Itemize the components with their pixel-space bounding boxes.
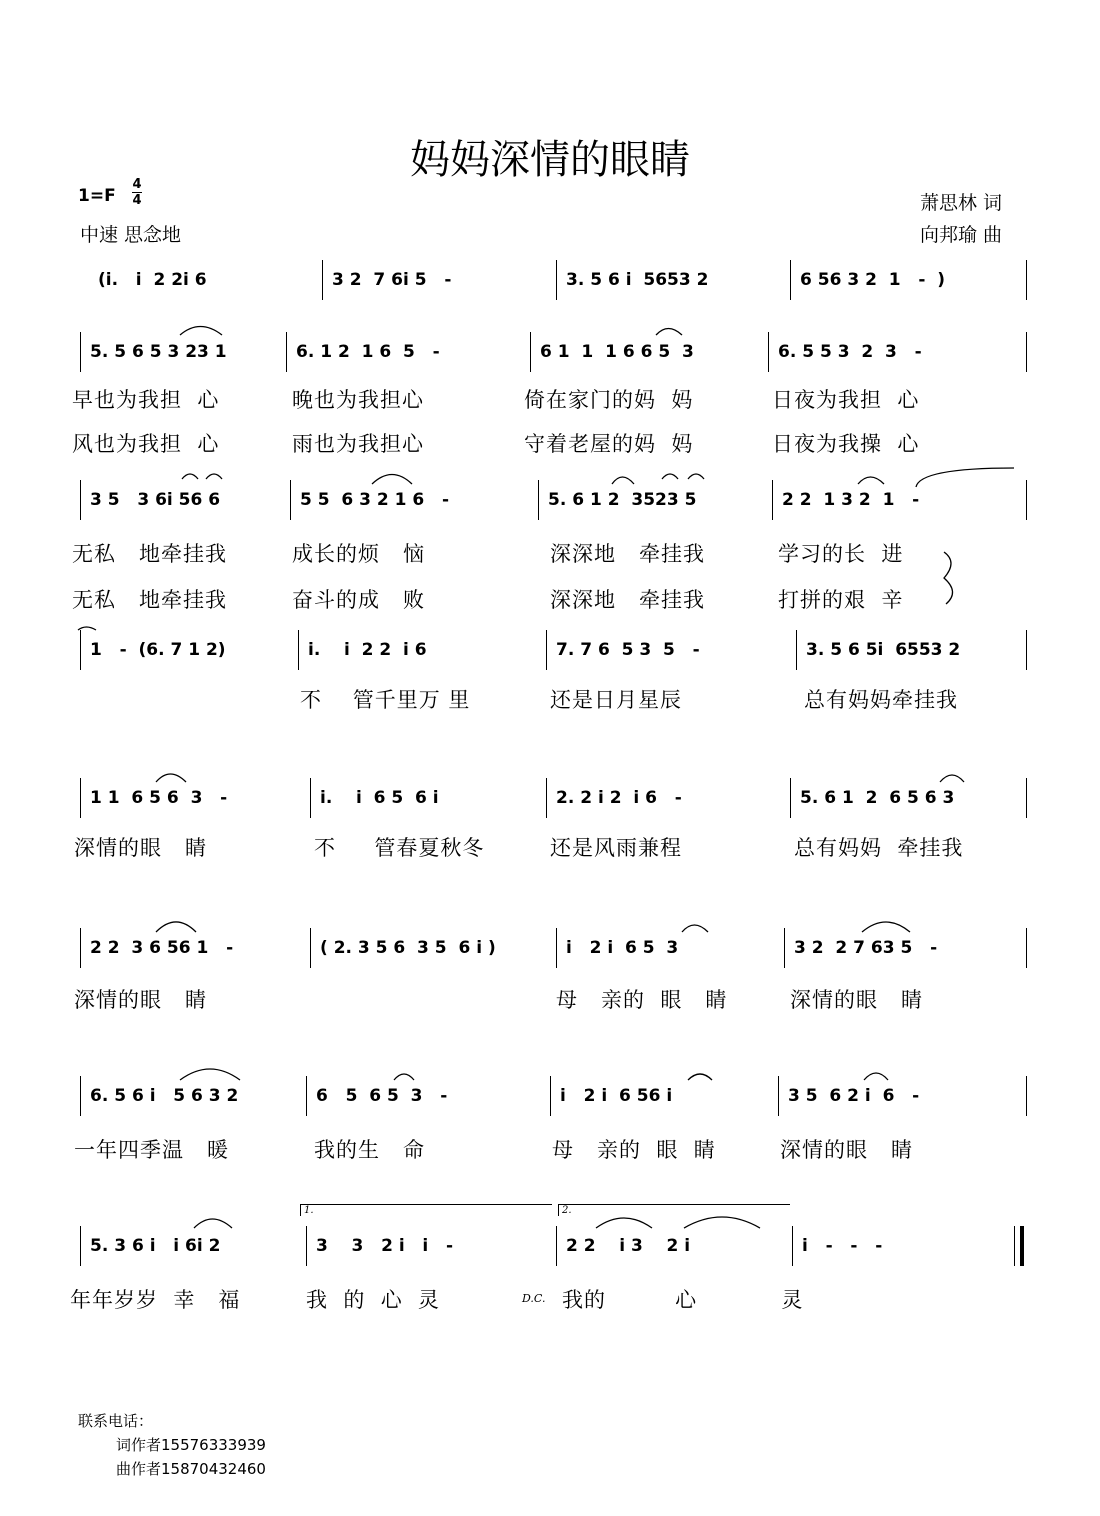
- lyric-segment: 母 亲的 眼 睛: [556, 988, 728, 1012]
- measure-notes: i 2 i 6 56 i: [560, 1086, 673, 1106]
- lyric-segment: 学习的长 进: [778, 542, 904, 566]
- measure-notes: 2 2 3 6 56 1 -: [90, 938, 234, 958]
- composer-phone: 曲作者15870432460: [116, 1460, 266, 1478]
- slur-mark: [656, 329, 682, 336]
- slur-mark: [688, 1074, 712, 1080]
- slur-mark: [194, 1219, 232, 1228]
- slur-mark: [864, 1073, 888, 1080]
- slur-mark: [394, 1074, 414, 1080]
- slur-mark: [688, 474, 704, 479]
- slur-mark: [180, 327, 222, 336]
- lyric-segment: 深情的眼 睛: [74, 836, 208, 860]
- lyric-segment: 深情的眼 睛: [74, 988, 208, 1012]
- measure-notes: 5. 6 1 2 6 5 6 3: [800, 788, 955, 808]
- lyric-segment: 年年岁岁 幸 福: [70, 1288, 241, 1312]
- measure-notes: 3 5 6 2 i 6 -: [788, 1086, 920, 1106]
- lyric-segment: 日夜为我担 心: [772, 388, 920, 412]
- tie-mark: [684, 1217, 760, 1228]
- tie-mark: [916, 468, 1014, 487]
- measure-notes: 6. 1 2 1 6 5 -: [296, 342, 440, 362]
- lyricist-phone: 词作者15576333939: [116, 1436, 266, 1454]
- measure-notes: 1 - (6. 7 1 2): [90, 640, 226, 660]
- lyric-segment: 深情的眼 睛: [790, 988, 924, 1012]
- slur-mark: [156, 774, 186, 782]
- composer-credit: 向邦瑜 曲: [920, 224, 1003, 246]
- measure-notes: (i. i 2 2i 6: [98, 270, 207, 290]
- lyric-segment: 还是日月星辰: [550, 688, 682, 712]
- contact-label: 联系电话：: [78, 1412, 154, 1430]
- measure-notes: 2 2 i 3 2 i: [566, 1236, 691, 1256]
- lyricist-credit: 萧思林 词: [920, 192, 1003, 214]
- measure-notes: 3. 5 6 5i 6553 2: [806, 640, 961, 660]
- lyric-segment: 不 管千里万 里: [300, 688, 471, 712]
- measure-notes: 6 56 3 2 1 - ): [800, 270, 945, 290]
- lyric-segment: 无私 地牵挂我: [72, 588, 228, 612]
- lyric-segment: 奋斗的成 败: [292, 588, 426, 612]
- measure-notes: 3 2 2 7 63 5 -: [794, 938, 938, 958]
- lyric-segment: 母 亲的 眼 睛: [552, 1138, 716, 1162]
- tie-mark: [596, 1218, 652, 1228]
- lyric-segment: 总有妈妈牵挂我: [804, 688, 958, 712]
- volta-number-2: 2.: [562, 1205, 572, 1216]
- lyric-segment: 我的 心 灵: [562, 1288, 804, 1312]
- slur-mark: [940, 775, 964, 782]
- brace-mark: [944, 552, 953, 604]
- measure-notes: 3. 5 6 i 5653 2: [566, 270, 709, 290]
- measure-notes: 2. 2 i 2 i 6 -: [556, 788, 682, 808]
- lyric-segment: 风也为我担 心: [72, 432, 220, 456]
- lyric-segment: 我的生 命: [314, 1138, 426, 1162]
- slur-mark: [682, 925, 708, 932]
- lyric-segment: 晚也为我担心: [292, 388, 424, 412]
- page-title: 妈妈深情的眼睛: [410, 137, 690, 183]
- measure-notes: 5. 6 1 2 3523 5: [548, 490, 697, 510]
- time-sig-top: 4: [132, 177, 142, 192]
- slur-mark: [372, 475, 412, 485]
- time-sig-bottom: 4: [132, 193, 142, 208]
- slur-mark: [206, 474, 222, 479]
- lyric-segment: 成长的烦 恼: [292, 542, 426, 566]
- measure-notes: 1 1 6 5 6 3 -: [90, 788, 228, 808]
- lyric-segment: 一年四季温 暖: [74, 1138, 230, 1162]
- lyric-segment: 深情的眼 睛: [780, 1138, 914, 1162]
- measure-notes: i. i 6 5 6 i: [320, 788, 439, 808]
- da-capo-mark: D.C.: [522, 1292, 546, 1305]
- lyric-segment: 早也为我担 心: [72, 388, 220, 412]
- measure-notes: 3 2 7 6i 5 -: [332, 270, 452, 290]
- slur-mark: [180, 1069, 240, 1080]
- lyric-segment: 深深地 牵挂我: [550, 588, 706, 612]
- measure-notes: i. i 2 2 i 6: [308, 640, 427, 660]
- measure-notes: 7. 7 6 5 3 5 -: [556, 640, 700, 660]
- lyric-segment: 守着老屋的妈 妈: [524, 432, 694, 456]
- measure-notes: 6. 5 6 i 5 6 3 2: [90, 1086, 239, 1106]
- slur-mark: [862, 922, 910, 932]
- lyric-segment: 深深地 牵挂我: [550, 542, 706, 566]
- measure-notes: 2 2 1 3 2 1 -: [782, 490, 920, 510]
- measure-notes: i - - -: [802, 1236, 883, 1256]
- measure-notes: 5. 5 6 5 3 23 1: [90, 342, 227, 362]
- key-label: 1=F: [78, 186, 116, 206]
- slur-mark: [858, 477, 884, 484]
- measure-notes: 3 3 2 i i -: [316, 1236, 454, 1256]
- measure-notes: i 2 i 6 5 3: [566, 938, 679, 958]
- lyric-segment: 日夜为我操 心: [772, 432, 920, 456]
- lyric-segment: 倚在家门的妈 妈: [524, 388, 694, 412]
- lyric-segment: 打拼的艰 辛: [778, 588, 904, 612]
- slur-mark: [156, 922, 196, 932]
- lyric-segment: 不 管春夏秋冬: [314, 836, 485, 860]
- measure-notes: 6. 5 5 3 2 3 -: [778, 342, 922, 362]
- measure-notes: 5 5 6 3 2 1 6 -: [300, 490, 450, 510]
- slur-mark: [182, 474, 198, 479]
- volta-number-1: 1.: [304, 1205, 314, 1216]
- slur-mark: [662, 474, 678, 479]
- lyric-segment: 还是风雨兼程: [550, 836, 682, 860]
- lyric-segment: 总有妈妈 牵挂我: [794, 836, 964, 860]
- tempo-marking: 中速 思念地: [80, 224, 182, 246]
- slur-mark: [612, 477, 634, 484]
- measure-notes: 5. 3 6 i i 6i 2: [90, 1236, 221, 1256]
- lyric-segment: 无私 地牵挂我: [72, 542, 228, 566]
- tie-mark: [78, 627, 96, 630]
- measure-notes: ( 2. 3 5 6 3 5 6 i ): [320, 938, 496, 958]
- lyric-segment: 雨也为我担心: [292, 432, 424, 456]
- measure-notes: 3 5 3 6i 56 6: [90, 490, 221, 510]
- measure-notes: 6 5 6 5 3 -: [316, 1086, 448, 1106]
- lyric-segment: 我 的 心 灵: [306, 1288, 441, 1312]
- measure-notes: 6 1 1 1 6 6 5 3: [540, 342, 694, 362]
